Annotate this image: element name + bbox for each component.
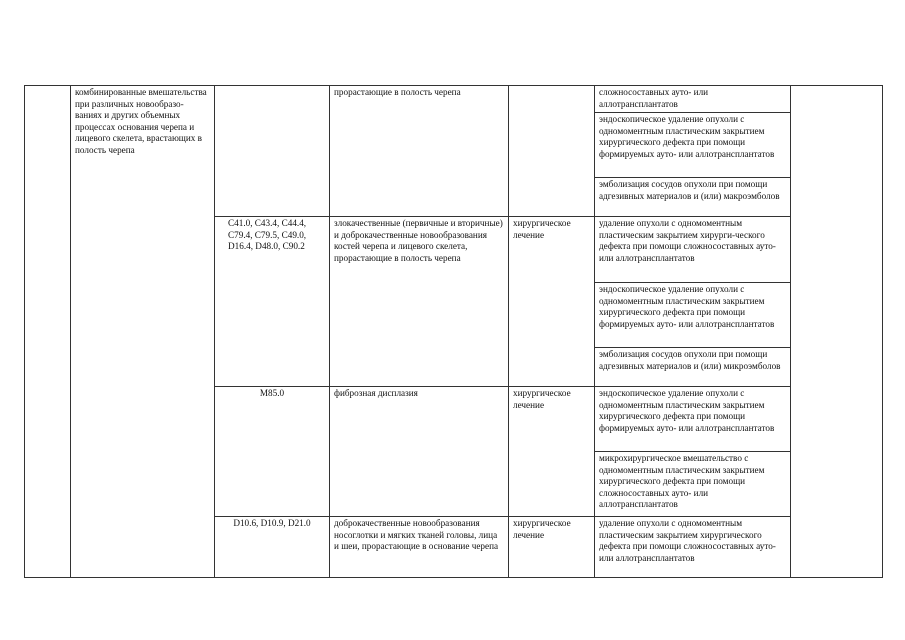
treatment-type-cell: хирургическое лечение (509, 387, 595, 517)
treatment-method-cell: эндоскопическое удаление опухоли с одномоментным пластическим закрытием хирургического дефекта при помощи формируемых ауто- или аллотрансплантатов (595, 283, 791, 348)
diagnosis-cell: прорастающие в полость черепа (330, 86, 509, 217)
treatment-method-cell: эмболизация сосудов опухоли при помощи адгезивных материалов и (или) макроэмболов (595, 178, 791, 217)
number-cell (25, 86, 71, 578)
treatment-method-cell: эндоскопическое удаление опухоли с одномоментным пластическим закрытием хирургического дефекта при помощи формируемых ауто- или аллотрансплантатов (595, 113, 791, 178)
treatment-method-cell: сложносоставных ауто- или аллотрансплантатов (595, 86, 791, 113)
diagnosis-code-cell: C41.0, C43.4, C44.4, C79.4, C79.5, C49.0, D16.4, D48.0, C90.2 (215, 217, 330, 387)
procedure-group-cell: комбинированные вмешательства при различных новообразо-ваниях и других объемных процессах основания черепа и лицевого скелета, врастающих в полость черепа (71, 86, 215, 578)
treatment-type-cell: хирургическое лечение (509, 217, 595, 387)
treatment-method-cell: удаление опухоли с одномоментным пластическим закрытием хирурги-ческого дефекта при помощи сложносоставных ауто- или аллотрансплантатов (595, 217, 791, 283)
treatment-method-cell: удаление опухоли с одномоментным пластическим закрытием хирургического дефекта при помощи сложносоставных ауто- или аллотрансплантатов (595, 517, 791, 578)
cost-cell (791, 86, 883, 578)
diagnosis-code-cell: D10.6, D10.9, D21.0 (215, 517, 330, 578)
medical-procedures-table (24, 85, 883, 578)
diagnosis-code-cell (215, 86, 330, 217)
treatment-method-cell: эндоскопическое удаление опухоли с одномоментным пластическим закрытием хирургического дефекта при помощи формируемых ауто- или аллотрансплантатов (595, 387, 791, 452)
diagnosis-cell: доброкачественные новообразования носоглотки и мягких тканей головы, лица и шеи, прорастающие в основание черепа (330, 517, 509, 578)
treatment-type-cell: хирургическое лечение (509, 517, 595, 578)
treatment-type-cell (509, 86, 595, 217)
diagnosis-cell: фиброзная дисплазия (330, 387, 509, 517)
table-row (25, 86, 883, 113)
diagnosis-code-cell: M85.0 (215, 387, 330, 517)
treatment-method-cell: микрохирургическое вмешательство с одномоментным пластическим закрытием хирургического дефекта при помощи сложносоставных ауто- или аллотрансплантатов (595, 452, 791, 517)
treatment-method-cell: эмболизация сосудов опухоли при помощи адгезивных материалов и (или) микроэмболов (595, 348, 791, 387)
diagnosis-cell: злокачественные (первичные и вторичные) и доброкачественные новообразования костей черепа и лицевого скелета, прорастающие в полость черепа (330, 217, 509, 387)
